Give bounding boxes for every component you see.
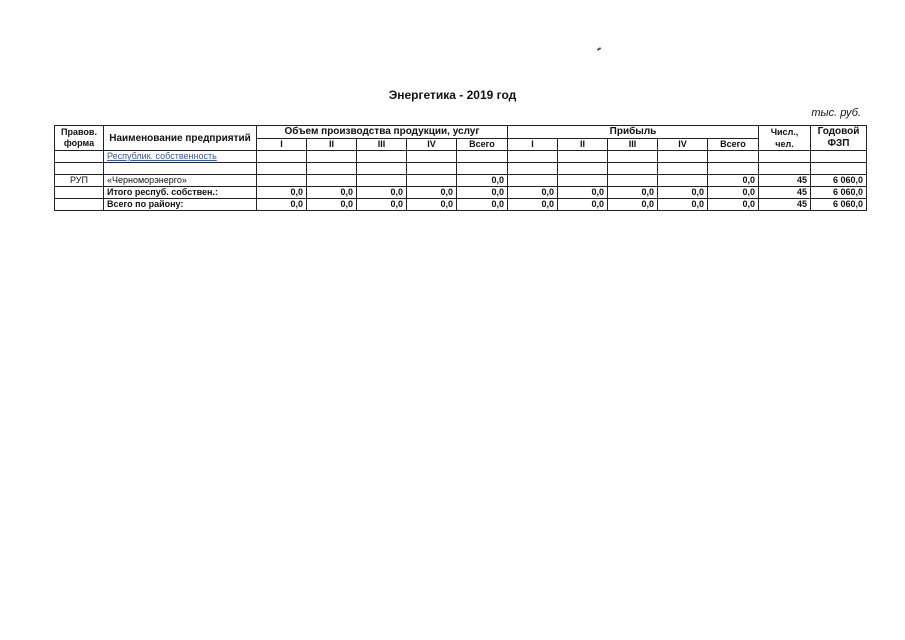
row-prod-total: 0,0 (457, 187, 508, 199)
row-profit-total: 0,0 (708, 199, 759, 211)
row-headcount: 45 (759, 199, 811, 211)
row-prod-total: 0,0 (457, 175, 508, 187)
row-prod-q1: 0,0 (257, 187, 307, 199)
row-profit-q4: 0,0 (658, 199, 708, 211)
header-production-total: Всего (457, 138, 508, 151)
row-profit-q2 (558, 175, 608, 187)
total-row (55, 199, 867, 211)
row-headcount: 45 (759, 175, 811, 187)
row-prod-q1: 0,0 (257, 199, 307, 211)
row-name: Всего по району: (104, 199, 257, 211)
row-profit-total: 0,0 (708, 175, 759, 187)
row-prod-q4: 0,0 (407, 187, 457, 199)
section-row (55, 151, 867, 163)
header-production-q2: II (307, 138, 357, 151)
header-profit-q4: IV (658, 138, 708, 151)
report-table (54, 125, 867, 211)
header-production-q3: III (357, 138, 407, 151)
row-prod-q2: 0,0 (307, 187, 357, 199)
row-prod-q3: 0,0 (357, 199, 407, 211)
header-payroll: Годовой ФЗП (811, 126, 867, 151)
header-headcount: Числ., чел. (759, 126, 811, 151)
row-prod-total: 0,0 (457, 199, 508, 211)
row-name: Итого респуб. собствен.: (104, 187, 257, 199)
header-form: Правов. форма (55, 126, 104, 151)
row-profit-total: 0,0 (708, 187, 759, 199)
header-production-q1: I (257, 138, 307, 151)
row-profit-q4: 0,0 (658, 187, 708, 199)
row-prod-q4: 0,0 (407, 199, 457, 211)
row-payroll: 6 060,0 (811, 187, 867, 199)
row-prod-q3 (357, 175, 407, 187)
row-form (55, 199, 104, 211)
row-name: «Черноморэнерго» (104, 175, 257, 187)
header-profit-q2: II (558, 138, 608, 151)
header-production-q4: IV (407, 138, 457, 151)
header-name: Наименование предприятий (104, 126, 257, 151)
row-profit-q1: 0,0 (508, 187, 558, 199)
units-label: тыс. руб. (811, 107, 861, 119)
header-profit-q3: III (608, 138, 658, 151)
table-row (55, 175, 867, 187)
row-form: РУП (55, 175, 104, 187)
row-profit-q1 (508, 175, 558, 187)
page-title: Энергетика - 2019 год (388, 88, 517, 102)
row-prod-q3: 0,0 (357, 187, 407, 199)
header-profit-total: Всего (708, 138, 759, 151)
row-profit-q3 (608, 175, 658, 187)
row-prod-q2 (307, 175, 357, 187)
header-production: Объем производства продукции, услуг (257, 126, 508, 139)
spacer-row (55, 163, 867, 175)
section-label: Республик. собственность (104, 151, 257, 163)
row-profit-q3: 0,0 (608, 199, 658, 211)
row-profit-q1: 0,0 (508, 199, 558, 211)
row-profit-q3: 0,0 (608, 187, 658, 199)
row-headcount: 45 (759, 187, 811, 199)
row-payroll: 6 060,0 (811, 199, 867, 211)
row-profit-q4 (658, 175, 708, 187)
header-profit-q1: I (508, 138, 558, 151)
subtotal-row (55, 187, 867, 199)
row-profit-q2: 0,0 (558, 187, 608, 199)
row-prod-q1 (257, 175, 307, 187)
row-prod-q4 (407, 175, 457, 187)
row-payroll: 6 060,0 (811, 175, 867, 187)
header-profit: Прибыль (508, 126, 759, 139)
row-profit-q2: 0,0 (558, 199, 608, 211)
row-prod-q2: 0,0 (307, 199, 357, 211)
row-form (55, 187, 104, 199)
pen-mark (597, 47, 601, 51)
